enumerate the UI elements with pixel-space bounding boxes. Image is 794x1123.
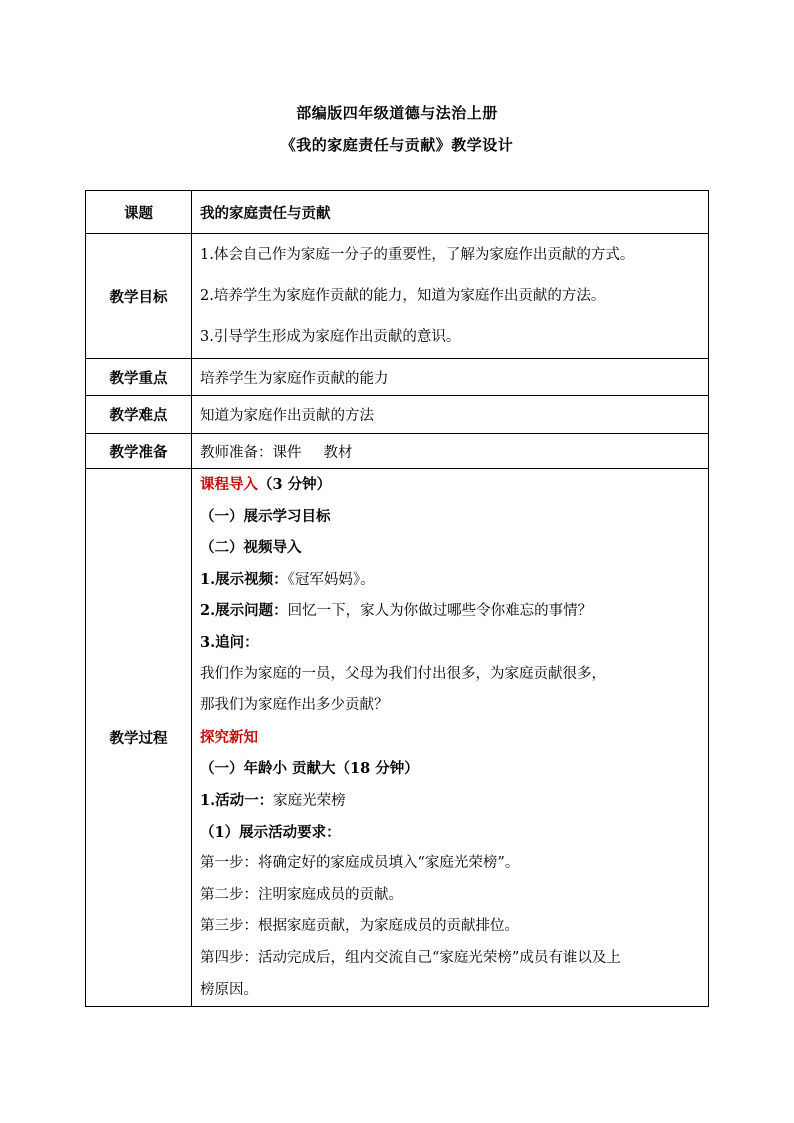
intro-duration: （3 分钟） [258,476,332,493]
process-line: （二）视频导入 [200,539,302,557]
document-title: 部编版四年级道德与法治上册 [296,104,498,122]
process-line [200,595,708,627]
process-line [200,564,708,596]
row-goals [86,234,709,359]
process-line: 第三步：根据家庭贡献，为家庭成员的贡献排位。 [200,918,519,935]
process-line: （一）年龄小 贡献大（18 分钟） [200,760,419,778]
label-process: 教学过程 [86,469,192,1007]
process-line [200,469,708,501]
row-key-point [86,359,709,396]
step-label: 2.展示问题： [200,602,288,620]
goal-item: 2.培养学生为家庭作贡献的能力，知道为家庭作出贡献的方法。 [200,287,606,304]
row-process [86,469,709,1007]
process-line: 我们作为家庭的一员，父母为我们付出很多，为家庭贡献很多， [200,665,606,682]
section-heading-intro: 课程导入 [200,476,258,493]
goal-item: 3.引导学生形成为家庭作出贡献的意识。 [200,328,461,345]
document-subtitle: 《我的家庭责任与贡献》教学设计 [280,136,514,154]
lesson-plan-table [85,190,709,1007]
step-text: 回忆一下，家人为你做过哪些令你难忘的事情？ [287,603,593,620]
section-heading-explore: 探究新知 [200,728,258,746]
label-key-point: 教学重点 [86,359,192,396]
value-topic: 我的家庭责任与贡献 [192,191,709,234]
process-line: 第二步：注明家庭成员的贡献。 [200,886,403,903]
label-goals: 教学目标 [86,234,192,359]
value-preparation [192,434,709,469]
row-difficulty [86,396,709,434]
process-line: （一）展示学习目标 [200,507,331,525]
value-process [192,469,709,1007]
goal-item: 1.体会自己作为家庭一分子的重要性，了解为家庭作出贡献的方式。 [200,246,635,263]
label-difficulty: 教学难点 [86,396,192,434]
prep-textbook: 教材 [323,444,353,461]
step-text: 家庭光荣榜 [273,792,346,809]
process-line: 那我们为家庭作出多少贡献？ [200,697,389,714]
label-topic: 课题 [86,191,192,234]
process-line [200,785,708,817]
step-text: 《冠军妈妈》。 [287,571,375,588]
step-label: 1.展示视频： [200,570,288,588]
row-topic [86,191,709,234]
value-key-point: 培养学生为家庭作贡献的能力 [192,359,709,396]
prep-courseware: 教师准备：课件 [200,444,302,461]
process-line: 第四步：活动完成后，组内交流自己“家庭光荣榜”成员有谁以及上 [200,949,621,966]
row-preparation [86,434,709,469]
process-line: 第一步：将确定好的家庭成员填入“家庭光荣榜”。 [200,855,520,872]
label-preparation: 教学准备 [86,434,192,469]
value-difficulty: 知道为家庭作出贡献的方法 [192,396,709,434]
step-label: 1.活动一： [200,791,274,809]
process-line: （1）展示活动要求： [200,823,341,841]
value-goals [192,234,709,359]
process-line: 榜原因。 [200,981,258,998]
process-line: 3.追问： [200,633,259,651]
